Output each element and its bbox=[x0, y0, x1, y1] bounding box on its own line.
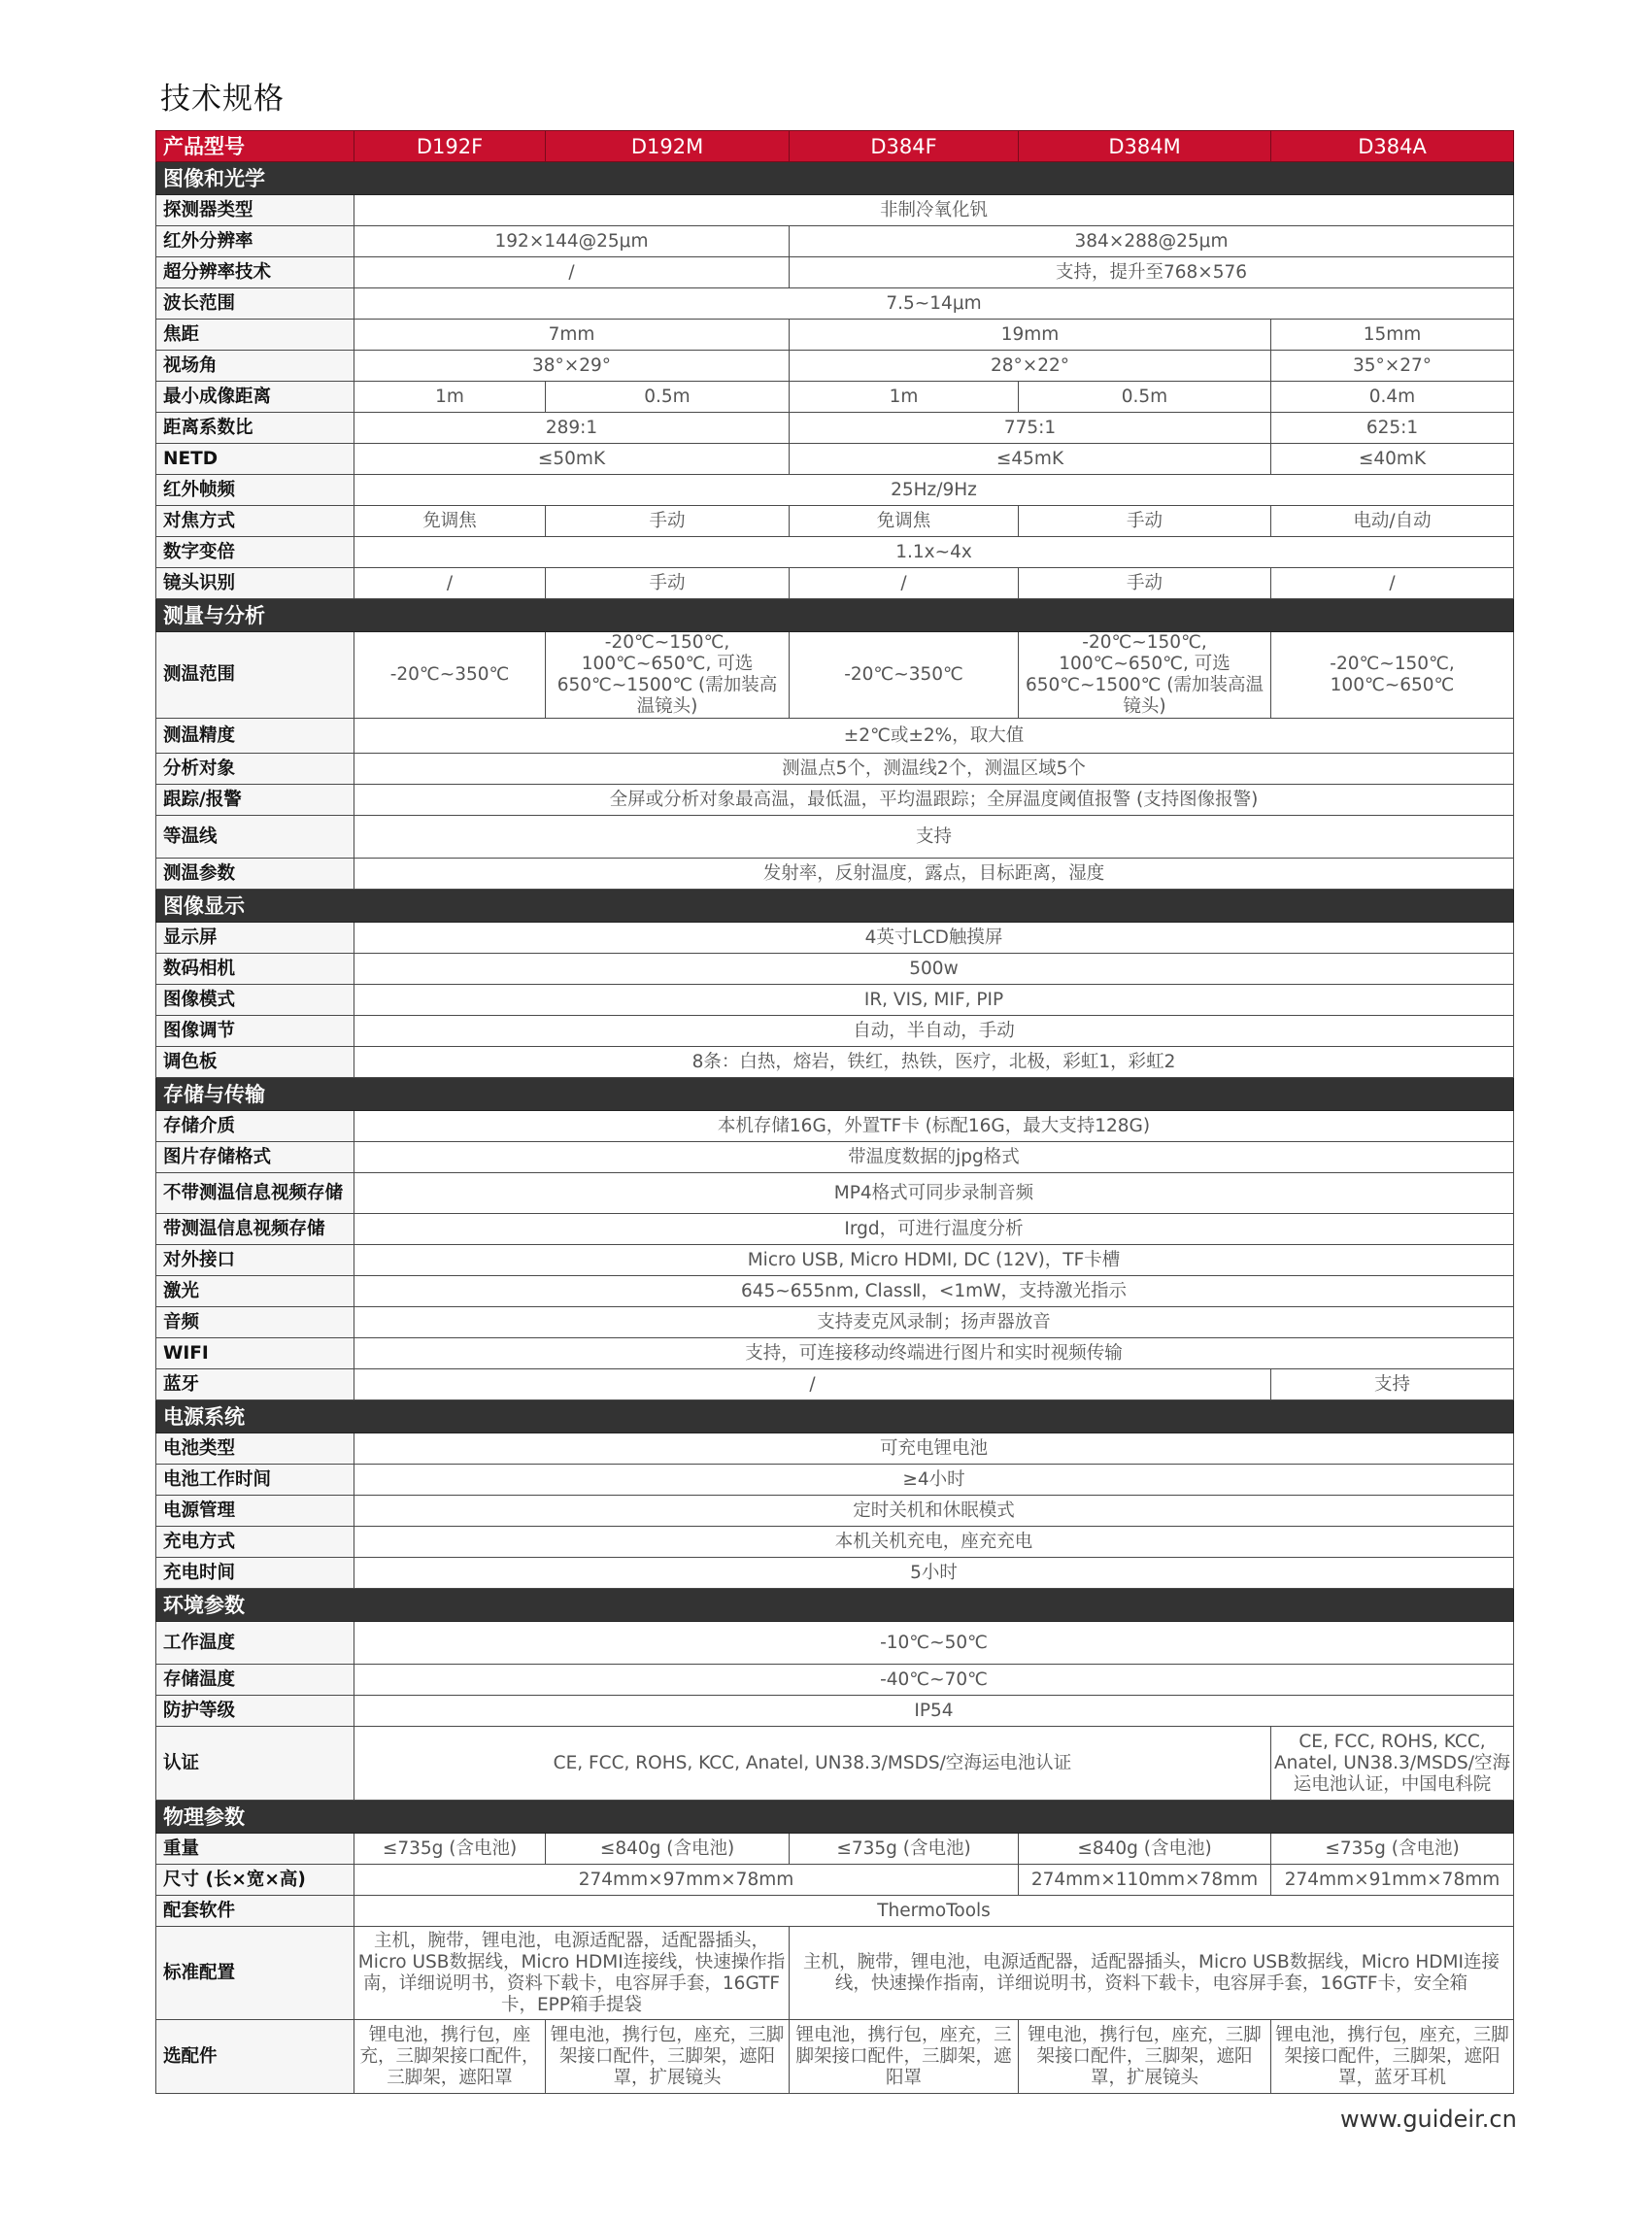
spec-label: 测温参数 bbox=[156, 859, 354, 890]
spec-value: / bbox=[790, 568, 1019, 599]
spec-row bbox=[156, 1047, 1514, 1078]
spec-row bbox=[156, 506, 1514, 537]
spec-value: 支持 bbox=[1271, 1369, 1514, 1400]
spec-row bbox=[156, 1369, 1514, 1400]
spec-row bbox=[156, 785, 1514, 816]
spec-row bbox=[156, 816, 1514, 859]
spec-row bbox=[156, 954, 1514, 985]
spec-row bbox=[156, 1496, 1514, 1527]
spec-value: 0.4m bbox=[1271, 382, 1514, 413]
spec-row bbox=[156, 923, 1514, 954]
spec-value: ≤840g (含电池) bbox=[546, 1834, 790, 1865]
spec-value: / bbox=[354, 257, 790, 288]
spec-value: ≥4小时 bbox=[354, 1465, 1514, 1496]
model-name: D384A bbox=[1271, 131, 1514, 162]
spec-value: 1m bbox=[790, 382, 1019, 413]
spec-value: 192×144@25μm bbox=[354, 226, 790, 257]
spec-value: 免调焦 bbox=[790, 506, 1019, 537]
spec-value: MP4格式可同步录制音频 bbox=[354, 1173, 1514, 1214]
spec-value: IR, VIS, MIF, PIP bbox=[354, 985, 1514, 1016]
spec-row bbox=[156, 1927, 1514, 2020]
spec-value: 全屏或分析对象最高温，最低温，平均温跟踪；全屏温度阈值报警 (支持图像报警) bbox=[354, 785, 1514, 816]
spec-label: 红外分辨率 bbox=[156, 226, 354, 257]
spec-value: 0.5m bbox=[1019, 382, 1271, 413]
spec-value: 289:1 bbox=[354, 413, 790, 444]
spec-value: 锂电池，携行包，座充，三脚架接口配件，三脚架，遮阳罩 bbox=[354, 2020, 546, 2094]
section-title: 电源系统 bbox=[156, 1400, 1514, 1433]
spec-value: ≤735g (含电池) bbox=[1271, 1834, 1514, 1865]
spec-label: 存储温度 bbox=[156, 1665, 354, 1696]
spec-label: 测温范围 bbox=[156, 632, 354, 719]
spec-value: 主机，腕带，锂电池，电源适配器，适配器插头，Micro USB数据线，Micro HDMI连接线，快速操作指南，详细说明书，资料下载卡，电容屏手套，16GTF卡，安全箱 bbox=[790, 1927, 1514, 2020]
spec-value: Irgd，可进行温度分析 bbox=[354, 1214, 1514, 1245]
header-label: 产品型号 bbox=[156, 131, 354, 162]
spec-label: 标准配置 bbox=[156, 1927, 354, 2020]
spec-label: 图像调节 bbox=[156, 1016, 354, 1047]
spec-label: 焦距 bbox=[156, 320, 354, 351]
spec-row bbox=[156, 1834, 1514, 1865]
spec-row bbox=[156, 537, 1514, 568]
spec-value: 定时关机和休眠模式 bbox=[354, 1496, 1514, 1527]
spec-value: 锂电池，携行包，座充，三脚架接口配件，三脚架，遮阳罩 bbox=[790, 2020, 1019, 2094]
spec-label: 图像模式 bbox=[156, 985, 354, 1016]
spec-value: 锂电池，携行包，座充，三脚架接口配件，三脚架，遮阳罩，扩展镜头 bbox=[1019, 2020, 1271, 2094]
spec-value: 电动/自动 bbox=[1271, 506, 1514, 537]
section-title: 环境参数 bbox=[156, 1589, 1514, 1622]
spec-table bbox=[155, 130, 1514, 2094]
spec-value: 500w bbox=[354, 954, 1514, 985]
section-title: 测量与分析 bbox=[156, 599, 1514, 632]
spec-value: 35°×27° bbox=[1271, 351, 1514, 382]
spec-label: 对焦方式 bbox=[156, 506, 354, 537]
spec-row bbox=[156, 1465, 1514, 1496]
spec-row bbox=[156, 1665, 1514, 1696]
spec-label: 充电时间 bbox=[156, 1558, 354, 1589]
spec-value: 本机关机充电，座充充电 bbox=[354, 1527, 1514, 1558]
spec-value: 非制冷氧化钒 bbox=[354, 195, 1514, 226]
spec-label: 最小成像距离 bbox=[156, 382, 354, 413]
spec-row bbox=[156, 1307, 1514, 1338]
spec-value: IP54 bbox=[354, 1696, 1514, 1727]
spec-label: 音频 bbox=[156, 1307, 354, 1338]
spec-label: 数码相机 bbox=[156, 954, 354, 985]
spec-value: / bbox=[354, 568, 546, 599]
section-header bbox=[156, 1078, 1514, 1111]
spec-value: / bbox=[1271, 568, 1514, 599]
spec-row bbox=[156, 1433, 1514, 1465]
spec-label: 镜头识别 bbox=[156, 568, 354, 599]
spec-value: 可充电锂电池 bbox=[354, 1433, 1514, 1465]
website-url: www.guideir.cn bbox=[1340, 2106, 1517, 2133]
section-header bbox=[156, 162, 1514, 195]
spec-row bbox=[156, 1527, 1514, 1558]
spec-value: 15mm bbox=[1271, 320, 1514, 351]
spec-label: 探测器类型 bbox=[156, 195, 354, 226]
spec-label: 工作温度 bbox=[156, 1622, 354, 1665]
spec-value: Micro USB, Micro HDMI, DC (12V)，TF卡槽 bbox=[354, 1245, 1514, 1276]
spec-row bbox=[156, 859, 1514, 890]
spec-value: 1.1x~4x bbox=[354, 537, 1514, 568]
spec-value: ≤735g (含电池) bbox=[354, 1834, 546, 1865]
section-header bbox=[156, 1400, 1514, 1433]
spec-value: CE, FCC, ROHS, KCC, Anatel, UN38.3/MSDS/空海运电池认证 bbox=[354, 1727, 1271, 1801]
spec-value: 25Hz/9Hz bbox=[354, 475, 1514, 506]
spec-label: 电池类型 bbox=[156, 1433, 354, 1465]
spec-value: 5小时 bbox=[354, 1558, 1514, 1589]
spec-value: -20℃~150℃, 100℃~650℃, 可选650℃~1500℃ (需加装高温镜头) bbox=[1019, 632, 1271, 719]
spec-label: 波长范围 bbox=[156, 288, 354, 320]
spec-value: 274mm×91mm×78mm bbox=[1271, 1865, 1514, 1896]
spec-row bbox=[156, 195, 1514, 226]
spec-row bbox=[156, 568, 1514, 599]
spec-row bbox=[156, 1896, 1514, 1927]
spec-value: CE, FCC, ROHS, KCC, Anatel, UN38.3/MSDS/空海运电池认证，中国电科院 bbox=[1271, 1727, 1514, 1801]
spec-row bbox=[156, 382, 1514, 413]
spec-value: 28°×22° bbox=[790, 351, 1271, 382]
spec-row bbox=[156, 2020, 1514, 2094]
spec-label: 重量 bbox=[156, 1834, 354, 1865]
spec-label: 分析对象 bbox=[156, 754, 354, 785]
spec-row bbox=[156, 985, 1514, 1016]
spec-value: 7mm bbox=[354, 320, 790, 351]
spec-label: 视场角 bbox=[156, 351, 354, 382]
header-row bbox=[156, 131, 1514, 162]
spec-row bbox=[156, 1142, 1514, 1173]
spec-value: -20℃~150℃, 100℃~650℃ bbox=[1271, 632, 1514, 719]
spec-value: -40℃~70℃ bbox=[354, 1665, 1514, 1696]
spec-label: 激光 bbox=[156, 1276, 354, 1307]
spec-label: 调色板 bbox=[156, 1047, 354, 1078]
spec-value: 支持，提升至768×576 bbox=[790, 257, 1514, 288]
spec-value: 7.5~14μm bbox=[354, 288, 1514, 320]
section-header bbox=[156, 599, 1514, 632]
spec-row bbox=[156, 1245, 1514, 1276]
spec-value: 主机，腕带，锂电池，电源适配器，适配器插头，Micro USB数据线，Micro HDMI连接线，快速操作指南，详细说明书，资料下载卡，电容屏手套，16GTF卡，EPP箱手提袋 bbox=[354, 1927, 790, 2020]
spec-row bbox=[156, 1622, 1514, 1665]
spec-label: 不带测温信息视频存储 bbox=[156, 1173, 354, 1214]
spec-label: 电源管理 bbox=[156, 1496, 354, 1527]
spec-label: 跟踪/报警 bbox=[156, 785, 354, 816]
spec-value: ≤840g (含电池) bbox=[1019, 1834, 1271, 1865]
spec-value: 645~655nm, ClassⅡ，<1mW，支持激光指示 bbox=[354, 1276, 1514, 1307]
spec-row bbox=[156, 1111, 1514, 1142]
spec-value: 自动，半自动，手动 bbox=[354, 1016, 1514, 1047]
spec-value: 19mm bbox=[790, 320, 1271, 351]
spec-label: 距离系数比 bbox=[156, 413, 354, 444]
model-name: D384M bbox=[1019, 131, 1271, 162]
spec-value: 本机存储16G，外置TF卡 (标配16G，最大支持128G) bbox=[354, 1111, 1514, 1142]
spec-row bbox=[156, 1558, 1514, 1589]
spec-value: 免调焦 bbox=[354, 506, 546, 537]
spec-value: 8条：白热，熔岩，铁红，热铁，医疗，北极，彩虹1，彩虹2 bbox=[354, 1047, 1514, 1078]
spec-row bbox=[156, 1173, 1514, 1214]
spec-label: 蓝牙 bbox=[156, 1369, 354, 1400]
section-title: 物理参数 bbox=[156, 1801, 1514, 1834]
spec-value: -20℃~350℃ bbox=[354, 632, 546, 719]
spec-label: 对外接口 bbox=[156, 1245, 354, 1276]
spec-value: 0.5m bbox=[546, 382, 790, 413]
spec-value: 384×288@25μm bbox=[790, 226, 1514, 257]
spec-label: 带测温信息视频存储 bbox=[156, 1214, 354, 1245]
spec-value: 手动 bbox=[1019, 506, 1271, 537]
spec-row bbox=[156, 413, 1514, 444]
section-title: 图像和光学 bbox=[156, 162, 1514, 195]
spec-label: 超分辨率技术 bbox=[156, 257, 354, 288]
spec-value: 38°×29° bbox=[354, 351, 790, 382]
section-header bbox=[156, 1801, 1514, 1834]
spec-value: 带温度数据的jpg格式 bbox=[354, 1142, 1514, 1173]
section-header bbox=[156, 890, 1514, 923]
spec-value: 测温点5个，测温线2个，测温区域5个 bbox=[354, 754, 1514, 785]
spec-value: 锂电池，携行包，座充，三脚架接口配件，三脚架，遮阳罩，扩展镜头 bbox=[546, 2020, 790, 2094]
spec-value: 274mm×110mm×78mm bbox=[1019, 1865, 1271, 1896]
spec-label: 认证 bbox=[156, 1727, 354, 1801]
spec-label: 等温线 bbox=[156, 816, 354, 859]
section-title: 存储与传输 bbox=[156, 1078, 1514, 1111]
spec-value: 手动 bbox=[546, 568, 790, 599]
spec-value: 支持 bbox=[354, 816, 1514, 859]
spec-label: 尺寸 (长×宽×高) bbox=[156, 1865, 354, 1896]
spec-value: 锂电池，携行包，座充，三脚架接口配件，三脚架，遮阳罩，蓝牙耳机 bbox=[1271, 2020, 1514, 2094]
spec-label: 存储介质 bbox=[156, 1111, 354, 1142]
spec-value: 手动 bbox=[1019, 568, 1271, 599]
spec-label: 红外帧频 bbox=[156, 475, 354, 506]
spec-row bbox=[156, 632, 1514, 719]
spec-row bbox=[156, 351, 1514, 382]
spec-value: -20℃~150℃, 100℃~650℃, 可选650℃~1500℃ (需加装高温镜头) bbox=[546, 632, 790, 719]
spec-row bbox=[156, 475, 1514, 506]
spec-value: 支持麦克风录制；扬声器放音 bbox=[354, 1307, 1514, 1338]
spec-value: 625:1 bbox=[1271, 413, 1514, 444]
spec-row bbox=[156, 1727, 1514, 1801]
spec-row bbox=[156, 1214, 1514, 1245]
spec-row bbox=[156, 444, 1514, 475]
spec-value: ≤45mK bbox=[790, 444, 1271, 475]
spec-row bbox=[156, 754, 1514, 785]
spec-label: 图片存储格式 bbox=[156, 1142, 354, 1173]
spec-value: ≤40mK bbox=[1271, 444, 1514, 475]
spec-value: 手动 bbox=[546, 506, 790, 537]
spec-label: 显示屏 bbox=[156, 923, 354, 954]
spec-row bbox=[156, 320, 1514, 351]
spec-row bbox=[156, 257, 1514, 288]
spec-value: 775:1 bbox=[790, 413, 1271, 444]
spec-row bbox=[156, 1276, 1514, 1307]
spec-value: ThermoTools bbox=[354, 1896, 1514, 1927]
spec-value: ≤735g (含电池) bbox=[790, 1834, 1019, 1865]
spec-label: NETD bbox=[156, 444, 354, 475]
spec-row bbox=[156, 226, 1514, 257]
spec-row bbox=[156, 1865, 1514, 1896]
section-header bbox=[156, 1589, 1514, 1622]
spec-value: ≤50mK bbox=[354, 444, 790, 475]
section-title: 图像显示 bbox=[156, 890, 1514, 923]
spec-row bbox=[156, 1338, 1514, 1369]
spec-label: 数字变倍 bbox=[156, 537, 354, 568]
spec-label: 防护等级 bbox=[156, 1696, 354, 1727]
spec-row bbox=[156, 719, 1514, 754]
model-name: D384F bbox=[790, 131, 1019, 162]
spec-value: -10℃~50℃ bbox=[354, 1622, 1514, 1665]
spec-value: 支持，可连接移动终端进行图片和实时视频传输 bbox=[354, 1338, 1514, 1369]
spec-value: / bbox=[354, 1369, 1271, 1400]
spec-row bbox=[156, 1696, 1514, 1727]
spec-label: 选配件 bbox=[156, 2020, 354, 2094]
spec-value: 发射率，反射温度，露点，目标距离，湿度 bbox=[354, 859, 1514, 890]
spec-row bbox=[156, 1016, 1514, 1047]
spec-table-container bbox=[155, 130, 1513, 2094]
spec-label: 电池工作时间 bbox=[156, 1465, 354, 1496]
spec-label: WIFI bbox=[156, 1338, 354, 1369]
spec-value: 1m bbox=[354, 382, 546, 413]
model-name: D192M bbox=[546, 131, 790, 162]
spec-value: -20℃~350℃ bbox=[790, 632, 1019, 719]
spec-value: ±2℃或±2%，取大值 bbox=[354, 719, 1514, 754]
spec-label: 充电方式 bbox=[156, 1527, 354, 1558]
spec-row bbox=[156, 288, 1514, 320]
model-name: D192F bbox=[354, 131, 546, 162]
spec-label: 配套软件 bbox=[156, 1896, 354, 1927]
spec-value: 4英寸LCD触摸屏 bbox=[354, 923, 1514, 954]
spec-value: 274mm×97mm×78mm bbox=[354, 1865, 1019, 1896]
page-title: 技术规格 bbox=[160, 82, 285, 117]
spec-label: 测温精度 bbox=[156, 719, 354, 754]
